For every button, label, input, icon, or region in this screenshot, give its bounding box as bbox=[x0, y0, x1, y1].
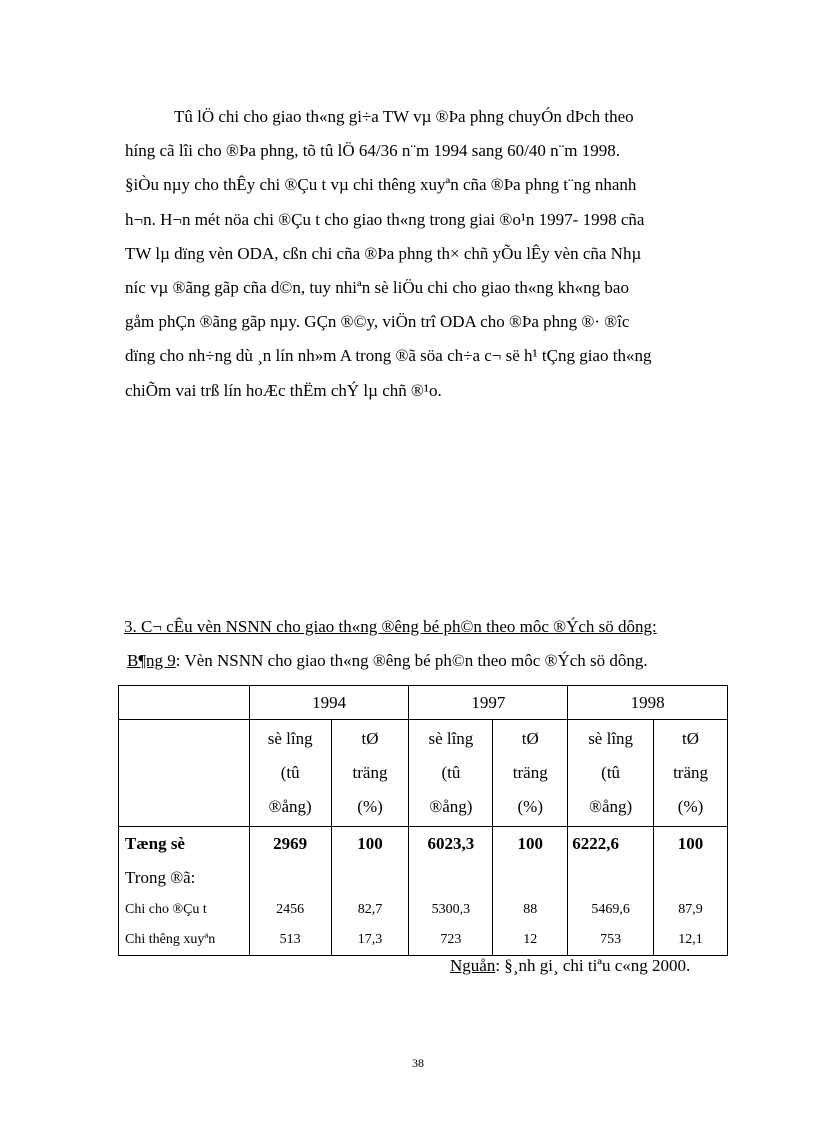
row-labels bbox=[119, 827, 250, 956]
paragraph-line: dïng cho nh÷ng dù ¸n lín nh»m A trong ®ã söa ch÷a c¬ së h¹ tÇng giao th«ng bbox=[125, 346, 652, 366]
paragraph-line: chiÕm vai trß lín hoÆc thËm chÝ lµ chñ ®¹o. bbox=[125, 380, 442, 400]
year-header: 1997 bbox=[409, 686, 568, 720]
value-cell-1997-share: 100 88 12 bbox=[493, 827, 568, 956]
year-header-row bbox=[119, 686, 728, 720]
amount-header: sè lîng (tû ®ång) bbox=[568, 720, 654, 827]
source-label: Nguån bbox=[450, 956, 496, 975]
empty-header-cell bbox=[119, 720, 250, 827]
table-caption-label: B¶ng 9 bbox=[127, 651, 176, 670]
share-header: tØ träng (%) bbox=[331, 720, 409, 827]
value-cell-1998-amount: 6222,6 5469,6 753 bbox=[568, 827, 654, 956]
row-label-investment: Chi cho ®Çu t bbox=[125, 902, 207, 917]
amount-header: sè lîng (tû ®ång) bbox=[249, 720, 331, 827]
row-label-recurrent: Chi thêng xuyªn bbox=[125, 932, 216, 947]
paragraph-line: híng cã lîi cho ®Þa phng, tõ tû lÖ 64/36 n¨m 1994 sang 60/40 n¨m 1998. bbox=[125, 141, 621, 161]
paragraph-line: §iÒu nµy cho thÊy chi ®Çu t vµ chi thêng xuyªn cña ®Þa phng t¨ng nhanh bbox=[125, 175, 637, 195]
value-cell-1994-share: 100 82,7 17,3 bbox=[331, 827, 409, 956]
budget-table bbox=[118, 685, 728, 956]
year-header: 1994 bbox=[249, 686, 409, 720]
source-text: : §¸nh gi¸ chi tiªu c«ng 2000. bbox=[495, 956, 691, 975]
table-caption-text: : Vèn NSNN cho giao th«ng ®êng bé ph©n theo môc ®Ých sö dông. bbox=[175, 651, 648, 670]
empty-header-cell bbox=[119, 686, 250, 720]
row-label-total: Tæng sè bbox=[125, 834, 185, 853]
value-cell-1997-amount: 6023,3 5300,3 723 bbox=[409, 827, 493, 956]
page-number: 38 bbox=[412, 1056, 424, 1070]
year-header: 1998 bbox=[568, 686, 728, 720]
paragraph-line: h¬n. H¬n mét nöa chi ®Çu t cho giao th«ng trong giai ®o¹n 1997- 1998 cña bbox=[125, 209, 645, 229]
paragraph-line: TW lµ dïng vèn ODA, cßn chi cña ®Þa phng th× chñ yÕu lÊy vèn cña Nhµ bbox=[125, 243, 642, 263]
value-cell-1994-amount: 2969 2456 513 bbox=[249, 827, 331, 956]
paragraph-line: gåm phÇn ®ãng gãp nµy. GÇn ®©y, viÖn trî ODA cho ®Þa phng ®· ®îc bbox=[125, 312, 630, 332]
amount-header: sè lîng (tû ®ång) bbox=[409, 720, 493, 827]
share-header: tØ träng (%) bbox=[493, 720, 568, 827]
row-label-including: Trong ®ã: bbox=[125, 868, 196, 887]
paragraph-line: níc vµ ®ãng gãp cña d©n, tuy nhiªn sè liÖu chi cho giao th«ng kh«ng bao bbox=[125, 278, 629, 298]
value-cell-1998-share: 100 87,9 12,1 bbox=[654, 827, 728, 956]
table-source bbox=[450, 956, 690, 976]
table-body-row bbox=[119, 827, 728, 956]
body-paragraph bbox=[125, 100, 720, 408]
paragraph-line: Tû lÖ chi cho giao th«ng gi÷a TW vµ ®Þa phng chuyÓn dÞch theo bbox=[174, 107, 634, 126]
table-caption bbox=[127, 651, 648, 671]
sub-header-row bbox=[119, 720, 728, 827]
share-header: tØ träng (%) bbox=[654, 720, 728, 827]
section-title: 3. C¬ cÊu vèn NSNN cho giao th«ng ®êng bé ph©n theo môc ®Ých sö dông: bbox=[124, 617, 657, 636]
